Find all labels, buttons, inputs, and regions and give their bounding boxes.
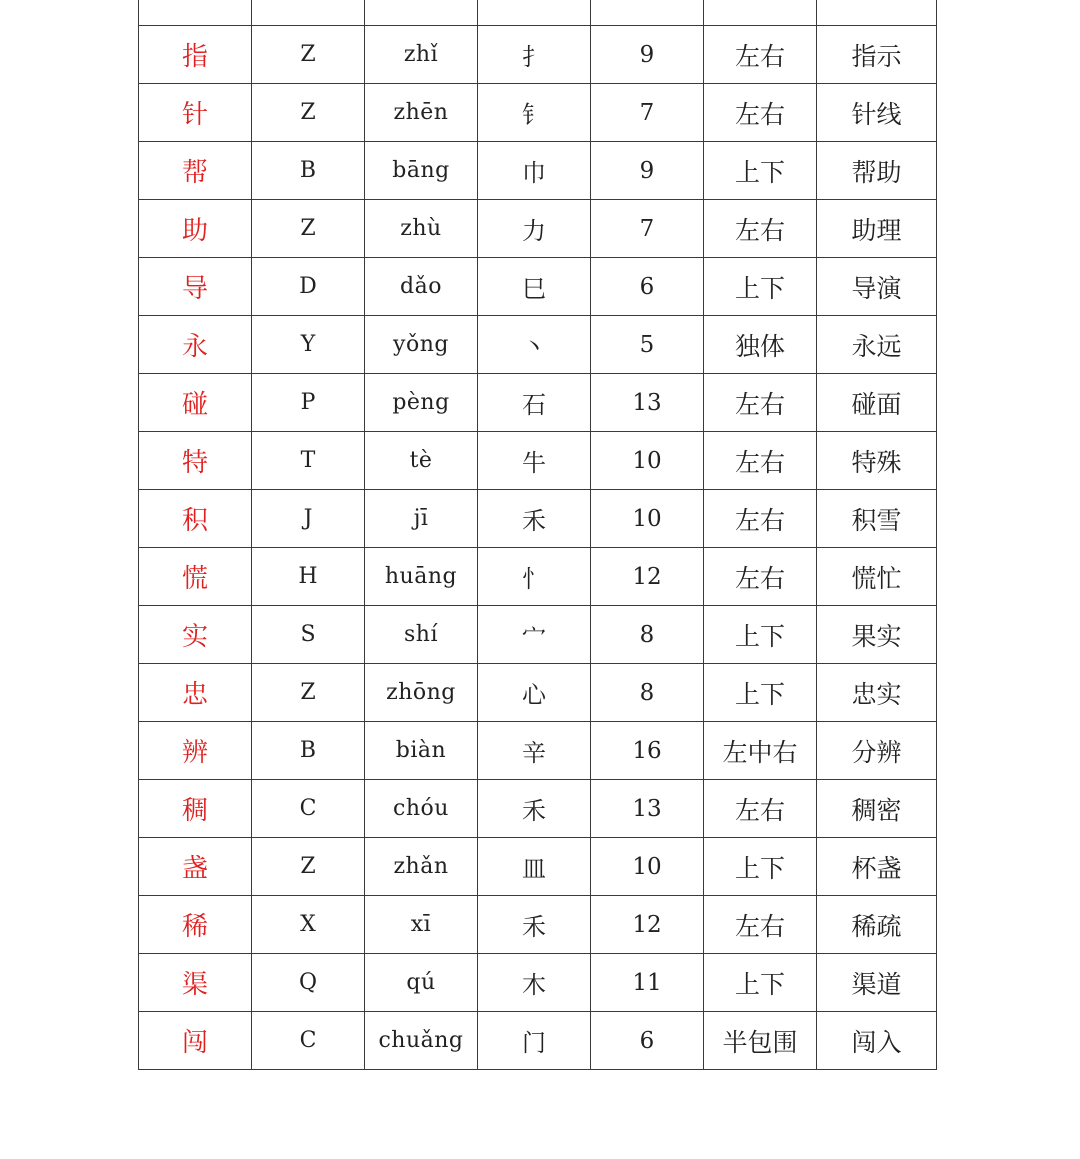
word-cell: 稀疏 xyxy=(817,896,937,954)
stroke-count-cell: 9 xyxy=(591,142,704,200)
radical-cell: 禾 xyxy=(478,896,591,954)
initial-cell: Z xyxy=(252,664,365,722)
radical-cell: 丶 xyxy=(478,316,591,374)
structure-cell: 左中右 xyxy=(704,722,817,780)
radical-cell: 巾 xyxy=(478,142,591,200)
structure-cell: 左右 xyxy=(704,84,817,142)
structure-cell: 独体 xyxy=(704,316,817,374)
table-row xyxy=(139,26,937,84)
header-cell xyxy=(478,0,591,26)
header-cell xyxy=(252,0,365,26)
stroke-count-cell: 10 xyxy=(591,838,704,896)
word-cell: 帮助 xyxy=(817,142,937,200)
initial-cell: X xyxy=(252,896,365,954)
initial-cell: T xyxy=(252,432,365,490)
pinyin-cell: zhēn xyxy=(365,84,478,142)
header-cell xyxy=(591,0,704,26)
character-cell: 盏 xyxy=(139,838,252,896)
table-row xyxy=(139,316,937,374)
initial-cell: Y xyxy=(252,316,365,374)
pinyin-cell: chuǎng xyxy=(365,1012,478,1070)
table-row xyxy=(139,722,937,780)
character-cell: 助 xyxy=(139,200,252,258)
structure-cell: 上下 xyxy=(704,258,817,316)
structure-cell: 左右 xyxy=(704,780,817,838)
character-cell: 碰 xyxy=(139,374,252,432)
stroke-count-cell: 12 xyxy=(591,896,704,954)
stroke-count-cell: 13 xyxy=(591,780,704,838)
radical-cell: 宀 xyxy=(478,606,591,664)
radical-cell: 皿 xyxy=(478,838,591,896)
structure-cell: 左右 xyxy=(704,26,817,84)
table-body xyxy=(139,0,937,1070)
pinyin-cell: zhōng xyxy=(365,664,478,722)
stroke-count-cell: 7 xyxy=(591,200,704,258)
character-cell: 忠 xyxy=(139,664,252,722)
pinyin-cell: dǎo xyxy=(365,258,478,316)
table-row xyxy=(139,548,937,606)
radical-cell: 心 xyxy=(478,664,591,722)
stroke-count-cell: 11 xyxy=(591,954,704,1012)
word-cell: 碰面 xyxy=(817,374,937,432)
character-cell: 慌 xyxy=(139,548,252,606)
stroke-count-cell: 8 xyxy=(591,606,704,664)
pinyin-cell: biàn xyxy=(365,722,478,780)
table-row xyxy=(139,838,937,896)
radical-cell: 钅 xyxy=(478,84,591,142)
radical-cell: 门 xyxy=(478,1012,591,1070)
initial-cell: C xyxy=(252,1012,365,1070)
radical-cell: 禾 xyxy=(478,490,591,548)
stroke-count-cell: 5 xyxy=(591,316,704,374)
word-cell: 导演 xyxy=(817,258,937,316)
word-cell: 稠密 xyxy=(817,780,937,838)
initial-cell: B xyxy=(252,722,365,780)
character-cell: 闯 xyxy=(139,1012,252,1070)
pinyin-cell: jī xyxy=(365,490,478,548)
character-cell: 实 xyxy=(139,606,252,664)
character-cell: 渠 xyxy=(139,954,252,1012)
stroke-count-cell: 6 xyxy=(591,258,704,316)
structure-cell: 上下 xyxy=(704,142,817,200)
structure-cell: 半包围 xyxy=(704,1012,817,1070)
stroke-count-cell: 10 xyxy=(591,490,704,548)
word-cell: 指示 xyxy=(817,26,937,84)
word-cell: 杯盏 xyxy=(817,838,937,896)
initial-cell: S xyxy=(252,606,365,664)
stroke-count-cell: 10 xyxy=(591,432,704,490)
initial-cell: C xyxy=(252,780,365,838)
word-cell: 渠道 xyxy=(817,954,937,1012)
initial-cell: Q xyxy=(252,954,365,1012)
character-cell: 稀 xyxy=(139,896,252,954)
character-cell: 稠 xyxy=(139,780,252,838)
pinyin-cell: tè xyxy=(365,432,478,490)
structure-cell: 左右 xyxy=(704,200,817,258)
radical-cell: 辛 xyxy=(478,722,591,780)
table-row xyxy=(139,490,937,548)
character-cell: 积 xyxy=(139,490,252,548)
structure-cell: 左右 xyxy=(704,374,817,432)
stroke-count-cell: 7 xyxy=(591,84,704,142)
table-row xyxy=(139,84,937,142)
word-cell: 分辨 xyxy=(817,722,937,780)
table-row xyxy=(139,1012,937,1070)
structure-cell: 上下 xyxy=(704,954,817,1012)
word-cell: 积雪 xyxy=(817,490,937,548)
pinyin-cell: shí xyxy=(365,606,478,664)
initial-cell: P xyxy=(252,374,365,432)
pinyin-cell: yǒng xyxy=(365,316,478,374)
radical-cell: 扌 xyxy=(478,26,591,84)
table-row xyxy=(139,664,937,722)
structure-cell: 上下 xyxy=(704,838,817,896)
character-table xyxy=(138,0,937,1070)
structure-cell: 左右 xyxy=(704,490,817,548)
initial-cell: Z xyxy=(252,84,365,142)
initial-cell: J xyxy=(252,490,365,548)
word-cell: 针线 xyxy=(817,84,937,142)
stroke-count-cell: 9 xyxy=(591,26,704,84)
table-row xyxy=(139,258,937,316)
table-header-row-cut xyxy=(139,0,937,26)
radical-cell: 力 xyxy=(478,200,591,258)
pinyin-cell: zhǎn xyxy=(365,838,478,896)
pinyin-cell: chóu xyxy=(365,780,478,838)
table-row xyxy=(139,432,937,490)
header-cell xyxy=(139,0,252,26)
pinyin-cell: pèng xyxy=(365,374,478,432)
character-cell: 指 xyxy=(139,26,252,84)
header-cell xyxy=(704,0,817,26)
word-cell: 特殊 xyxy=(817,432,937,490)
character-cell: 永 xyxy=(139,316,252,374)
stroke-count-cell: 12 xyxy=(591,548,704,606)
table-row xyxy=(139,896,937,954)
pinyin-cell: qú xyxy=(365,954,478,1012)
structure-cell: 上下 xyxy=(704,664,817,722)
radical-cell: 忄 xyxy=(478,548,591,606)
radical-cell: 石 xyxy=(478,374,591,432)
radical-cell: 巳 xyxy=(478,258,591,316)
initial-cell: B xyxy=(252,142,365,200)
header-cell xyxy=(817,0,937,26)
initial-cell: Z xyxy=(252,838,365,896)
initial-cell: Z xyxy=(252,200,365,258)
stroke-count-cell: 16 xyxy=(591,722,704,780)
pinyin-cell: zhù xyxy=(365,200,478,258)
stroke-count-cell: 6 xyxy=(591,1012,704,1070)
table-row xyxy=(139,200,937,258)
pinyin-cell: zhǐ xyxy=(365,26,478,84)
word-cell: 果实 xyxy=(817,606,937,664)
stroke-count-cell: 8 xyxy=(591,664,704,722)
character-cell: 特 xyxy=(139,432,252,490)
radical-cell: 牛 xyxy=(478,432,591,490)
structure-cell: 左右 xyxy=(704,548,817,606)
structure-cell: 上下 xyxy=(704,606,817,664)
character-cell: 针 xyxy=(139,84,252,142)
pinyin-cell: bāng xyxy=(365,142,478,200)
header-cell xyxy=(365,0,478,26)
initial-cell: Z xyxy=(252,26,365,84)
word-cell: 助理 xyxy=(817,200,937,258)
structure-cell: 左右 xyxy=(704,432,817,490)
table-row xyxy=(139,142,937,200)
table-row xyxy=(139,954,937,1012)
table-row xyxy=(139,374,937,432)
initial-cell: D xyxy=(252,258,365,316)
word-cell: 慌忙 xyxy=(817,548,937,606)
character-cell: 导 xyxy=(139,258,252,316)
initial-cell: H xyxy=(252,548,365,606)
structure-cell: 左右 xyxy=(704,896,817,954)
pinyin-cell: xī xyxy=(365,896,478,954)
stroke-count-cell: 13 xyxy=(591,374,704,432)
table-row xyxy=(139,606,937,664)
radical-cell: 木 xyxy=(478,954,591,1012)
word-cell: 忠实 xyxy=(817,664,937,722)
word-cell: 永远 xyxy=(817,316,937,374)
character-cell: 帮 xyxy=(139,142,252,200)
table-row xyxy=(139,780,937,838)
word-cell: 闯入 xyxy=(817,1012,937,1070)
pinyin-cell: huāng xyxy=(365,548,478,606)
radical-cell: 禾 xyxy=(478,780,591,838)
character-cell: 辨 xyxy=(139,722,252,780)
